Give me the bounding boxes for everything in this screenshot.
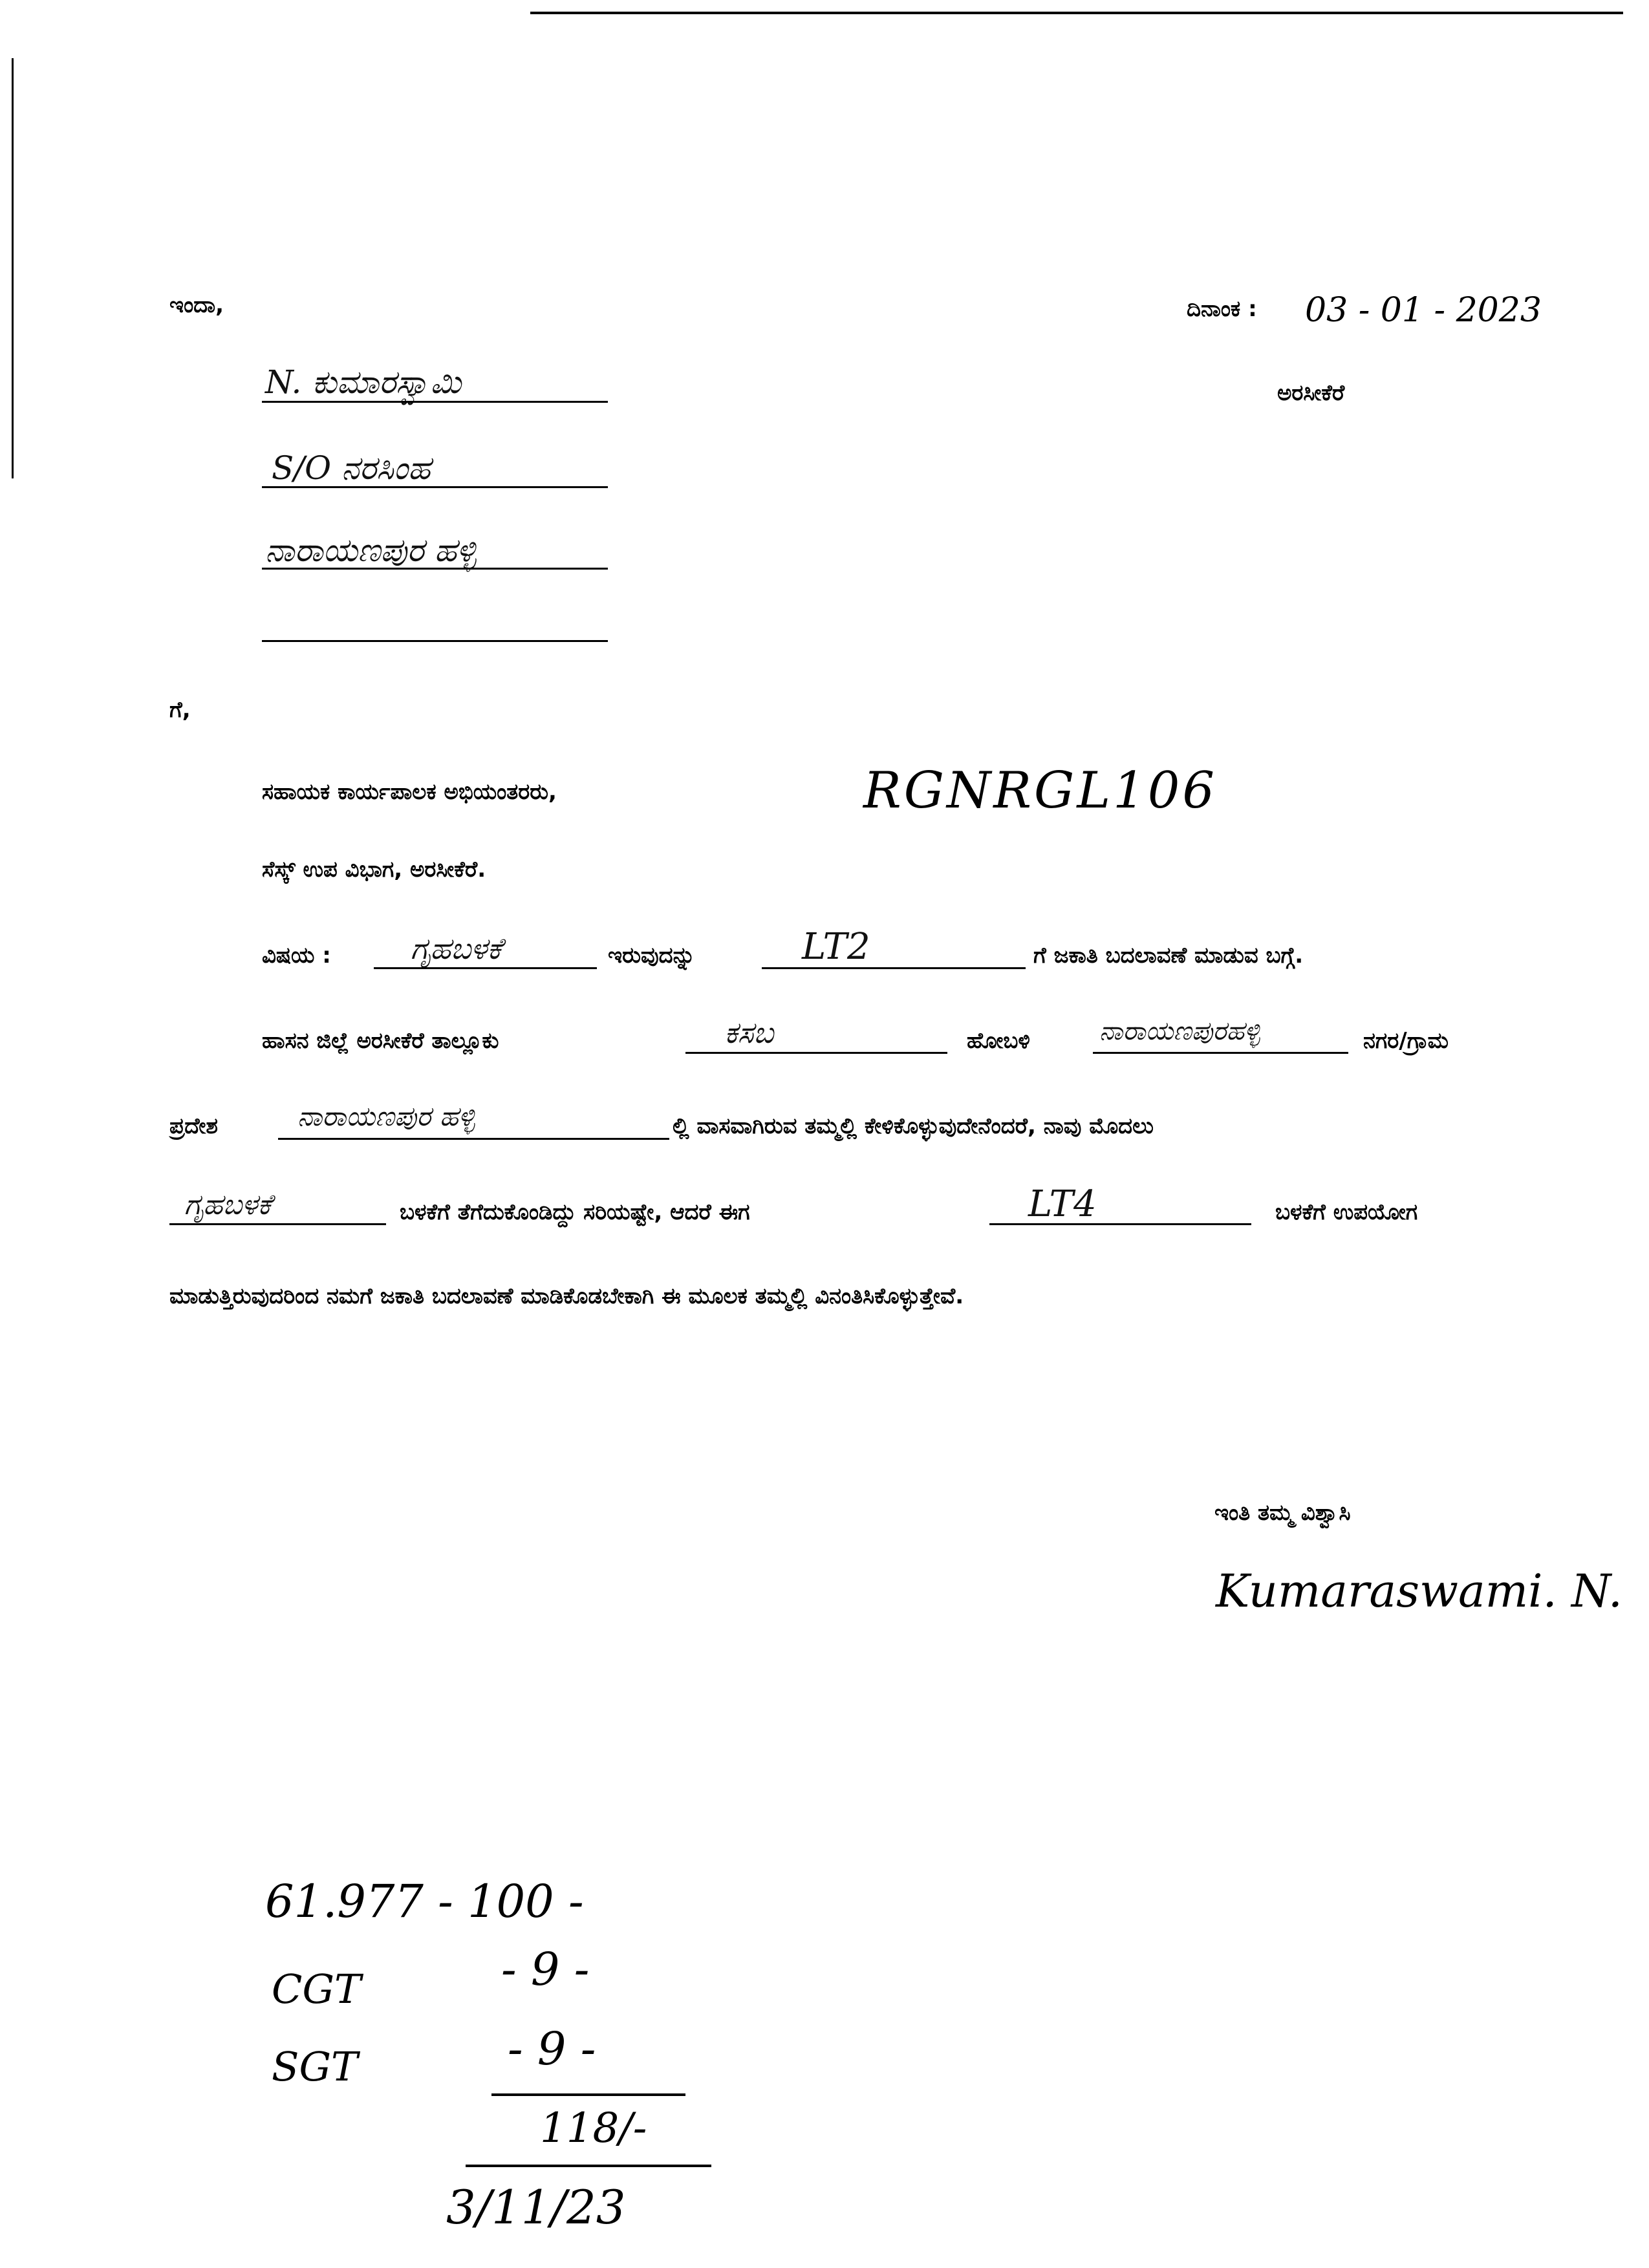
new-use-fill-rule (989, 1223, 1251, 1225)
signature: Kumaraswami. N. (1216, 1565, 1623, 1618)
prior-use-fill-rule (169, 1223, 386, 1225)
hobli-fill-rule (685, 1052, 947, 1054)
sender-line-3: ನಾರಾಯಣಪುರ ಹಳ್ಳಿ (265, 531, 477, 569)
village-fill: ನಾರಾಯಣಪುರಹಳ್ಳಿ (1099, 1016, 1260, 1046)
date-value: 03 - 01 - 2023 (1305, 291, 1542, 330)
subject-fill-current-rule (374, 967, 597, 969)
village-fill-rule (1093, 1052, 1348, 1054)
body-line3-end: ಬಳಕೆಗೆ ಉಪಯೋಗ (1275, 1199, 1418, 1225)
calc-date: 3/11/23 (446, 2180, 626, 2234)
hobli-fill: ಕಸಬ (724, 1015, 774, 1050)
calc-line-3-value: - 9 - (508, 2022, 596, 2075)
to-label: ಗೆ, (169, 697, 191, 723)
calc-line-2-value: - 9 - (501, 1943, 590, 1996)
subject-middle: ಇರುವುದನ್ನು (608, 943, 695, 968)
calc-total: 118/- (540, 2104, 647, 2152)
area-fill: ನಾರಾಯಣಪುರ ಹಳ್ಳಿ (297, 1100, 475, 1132)
sender-line-1-rule (262, 401, 608, 403)
sender-line-1: N. ಕುಮಾರಸ್ವಾಮಿ (265, 363, 462, 401)
body-line1-start: ಹಾಸನ ಜಿಲ್ಲೆ ಅರಸೀಕೆರೆ ತಾಲ್ಲೂಕು (262, 1028, 499, 1054)
recipient-designation: ಸಹಾಯಕ ಕಾರ್ಯಪಾಲಕ ಅಭಿಯಂತರರು, (262, 779, 557, 805)
closing-text: ಇಂತಿ ತಮ್ಮ ವಿಶ್ವಾಸಿ (1214, 1500, 1351, 1526)
subject-label: ವಿಷಯ : (262, 943, 331, 968)
recipient-office: ಸೆಸ್ಕ್ ಉಪ ವಿಭಾಗ, ಅರಸೀಕೆರೆ. (262, 857, 486, 883)
calc-line-1: 61.977 - 100 - (265, 1875, 584, 1928)
body-line2-start: ಪ್ರದೇಶ (169, 1113, 219, 1139)
new-use-fill: LT4 (1028, 1183, 1097, 1225)
subject-fill-new: LT2 (802, 926, 870, 968)
scan-edge-top (530, 12, 1623, 14)
body-line1-mid: ಹೋಬಳಿ (967, 1028, 1030, 1054)
calc-line-3-label: SGT (272, 2043, 358, 2090)
body-line2-end: ಲ್ಲಿ ವಾಸವಾಗಿರುವ ತಮ್ಮಲ್ಲಿ ಕೇಳಿಕೊಳ್ಳುವುದೇನೆಂದರೆ, ನಾವು ಮೊದಲು (673, 1113, 1154, 1139)
calc-line-2-label: CGT (272, 1965, 361, 2013)
prior-use-fill: ಗೃಹಬಳಕೆ (184, 1188, 272, 1221)
body-line3-mid: ಬಳಕೆಗೆ ತೆಗೆದುಕೊಂಡಿದ್ದು ಸರಿಯಷ್ಟೇ, ಆದರೆ ಈಗ (400, 1199, 750, 1225)
subject-fill-current: ಗೃಹಬಳಕೆ (411, 931, 502, 966)
from-label: ಇಂದಾ, (169, 292, 224, 318)
calc-total-rule (466, 2165, 711, 2167)
date-label: ದಿನಾಂಕ : (1187, 296, 1257, 322)
account-number: RGNRGL106 (863, 762, 1217, 820)
calc-sum-rule (491, 2093, 685, 2096)
area-fill-rule (278, 1138, 669, 1140)
sender-line-2: S/O ನರಸಿಂಹ (272, 449, 431, 487)
body-line1-end: ನಗರ/ಗ್ರಾಮ (1363, 1028, 1449, 1054)
scan-edge-left (12, 58, 14, 478)
subject-fill-new-rule (762, 967, 1026, 969)
sender-line-4-rule (262, 640, 608, 642)
body-line4: ಮಾಡುತ್ತಿರುವುದರಿಂದ ನಮಗೆ ಜಕಾತಿ ಬದಲಾವಣೆ ಮಾಡಿಕೊಡಬೇಕಾಗಿ ಈ ಮೂಲಕ ತಮ್ಮಲ್ಲಿ ವಿನಂತಿಸಿಕೊಳ್ಳುತ್ತೇವೆ. (169, 1283, 964, 1309)
sender-line-2-rule (262, 486, 608, 488)
subject-end: ಗೆ ಜಕಾತಿ ಬದಲಾವಣೆ ಮಾಡುವ ಬಗ್ಗೆ. (1033, 943, 1304, 968)
sender-line-3-rule (262, 568, 608, 570)
place-name: ಅರಸೀಕೆರೆ (1277, 380, 1345, 406)
